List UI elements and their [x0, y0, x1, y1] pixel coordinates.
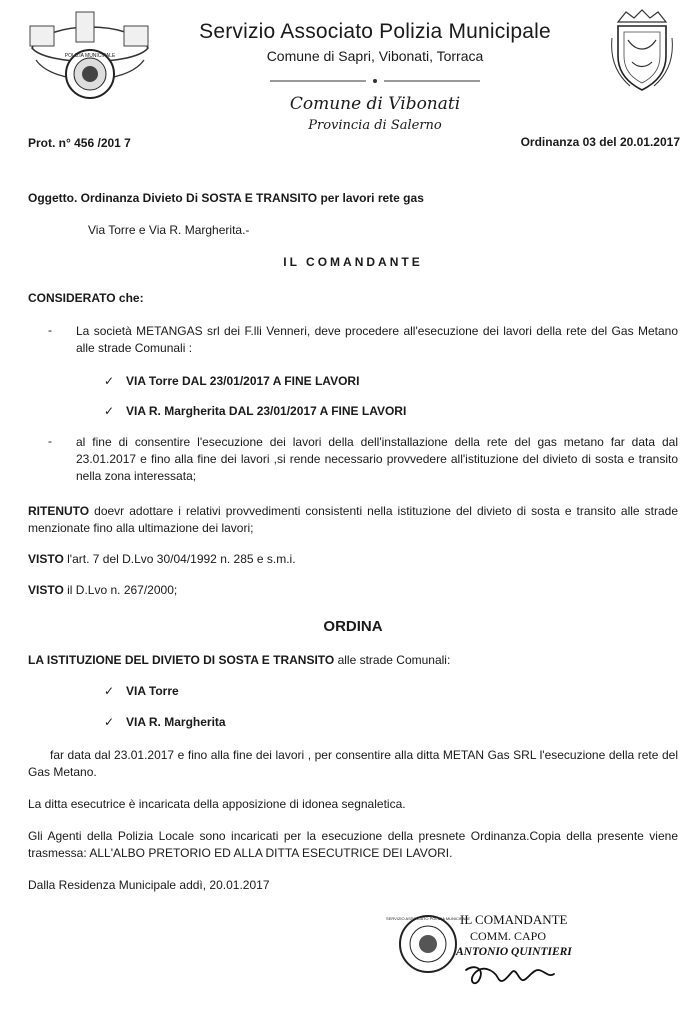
org-subtitle: Comune di Sapri, Vibonati, Torraca	[266, 48, 484, 64]
checkmark-icon: ✓	[104, 684, 115, 698]
considerato-bullet-1: La società METANGAS srl dei F.lli Venneri, deve procedere all'esecuzione dei lavori della rete del Gas Metano alle strade Comunali :	[76, 324, 678, 355]
checkmark-icon: ✓	[104, 374, 115, 388]
paragraph-agenti: Gli Agenti della Polizia Locale sono incaricati per la esecuzione della presnete Ordinanza.Copia della presente viene trasmessa: ALL'ALBO PRETORIO ED ALLA DITTA ESECUTRICE DEI LAVORI.	[28, 829, 678, 860]
checkmark-icon: ✓	[104, 404, 115, 418]
visto-paragraph-1: VISTO l'art. 7 del D.Lvo 30/04/1992 n. 285 e s.m.i.	[28, 552, 296, 566]
province-name: Provincia di Salerno	[308, 118, 442, 133]
polizia-municipale-logo	[26, 8, 154, 106]
check-item-via-torre: ✓ VIA Torre DAL 23/01/2017 A FINE LAVORI	[104, 374, 360, 388]
logo-lettering: POLIZIA MUNICIPALE	[64, 53, 116, 59]
org-title: Servizio Associato Polizia Municipale	[199, 20, 551, 43]
checkmark-icon: ✓	[104, 715, 115, 729]
ordina-heading: ORDINA	[323, 618, 383, 635]
dash-bullet: -	[48, 434, 52, 448]
ritenuto-label: RITENUTO	[28, 504, 90, 518]
protocol-number: Prot. n° 456 /201 7	[28, 136, 131, 150]
stamp-title: IL COMANDANTE	[460, 912, 568, 927]
considerato-label: CONSIDERATO che:	[28, 291, 144, 305]
istituzione-label: LA ISTITUZIONE DEL DIVIETO DI SOSTA E TRANSITO	[28, 653, 335, 667]
seal-lettering: SERVIZIO ASSOCIATO POLIZIA MUNICIPALE	[386, 916, 470, 921]
paragraph-far-data: far data dal 23.01.2017 e fino alla fine dei lavori , per consentire alla ditta METAN Gas SRL l'esecuzione della rete del Gas Metano.	[28, 748, 678, 779]
commander-heading: IL COMANDANTE	[283, 255, 423, 269]
subject-streets: Via Torre e Via R. Margherita.-	[88, 223, 250, 237]
ordina-item-via-margherita: ✓ VIA R. Margherita	[104, 715, 226, 729]
visto-label: VISTO	[28, 552, 64, 566]
header-divider	[270, 76, 480, 86]
subject-text: Ordinanza Divieto Di SOSTA E TRANSITO per lavori rete gas	[80, 191, 424, 205]
stamp-role: COMM. CAPO	[470, 929, 547, 943]
subject-line	[28, 190, 678, 207]
commune-name: Comune di Vibonati	[289, 94, 461, 114]
visto-paragraph-2: VISTO il D.Lvo n. 267/2000;	[28, 583, 178, 597]
official-seal-icon	[386, 916, 470, 972]
dash-bullet: -	[48, 323, 52, 337]
istituzione-paragraph: LA ISTITUZIONE DEL DIVIETO DI SOSTA E TRANSITO alle strade Comunali:	[28, 653, 451, 667]
considerato-bullet-2: al fine di consentire l'esecuzione dei lavori della dell'installazione della rete del gas metano far data dal 23.01.2017 e fino alla fine dei lavori ,si rende necessario provvedere all'istituzione del divieto di sosta e transito nella zona interessata;	[76, 435, 678, 483]
ordinance-number: Ordinanza 03 del 20.01.2017	[520, 135, 680, 149]
ritenuto-paragraph: RITENUTO doevr adottare i relativi provvedimenti consistenti nella istituzione del divieto di sosta e transito alle strade menzionate fino alla ultimazione dei lavori;	[28, 504, 678, 535]
commander-stamp-signature	[386, 908, 618, 1008]
closing-line: Dalla Residenza Municipale addì, 20.01.2017	[28, 878, 270, 892]
municipal-crest-icon	[610, 8, 674, 92]
paragraph-ditta-esecutrice: La ditta esecutrice è incaricata della apposizione di idonea segnaletica.	[28, 797, 406, 811]
stamp-name: ANTONIO QUINTIERI	[456, 946, 572, 958]
check-item-via-margherita: ✓ VIA R. Margherita DAL 23/01/2017 A FINE LAVORI	[104, 404, 407, 418]
subject-label: Oggetto.	[28, 191, 78, 205]
handwritten-signature	[466, 967, 554, 983]
ordina-item-via-torre: ✓ VIA Torre	[104, 684, 179, 698]
visto-label: VISTO	[28, 583, 64, 597]
